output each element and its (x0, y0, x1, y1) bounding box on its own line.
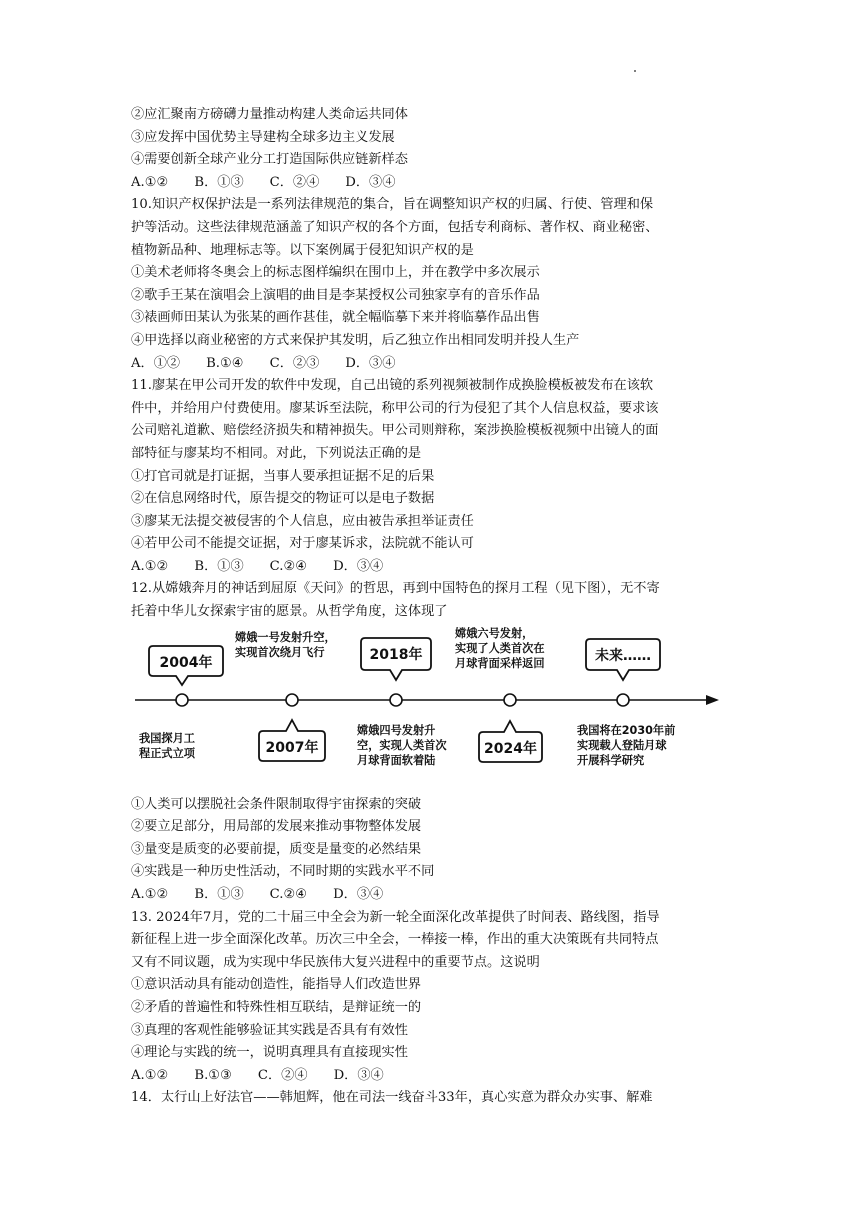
timeline-node (617, 694, 629, 706)
q11-item-2: ②在信息网络时代，原告提交的物证可以是电子数据 (131, 491, 435, 507)
timeline-node (286, 694, 298, 706)
q11-stem-line: 部特征与廖某均不相同。对此，下列说法正确的是 (131, 445, 422, 461)
q11-stem-line: 11.廖某在甲公司开发的软件中发现，自己出镜的系列视频被制作成换脸模板被发布在该软 (131, 378, 654, 394)
q13-stem-line: 新征程上进一步全面深化改革。历次三中全会，一棒接一棒，作出的重大决策既有共同特点 (131, 932, 659, 948)
q9-option-b: B．①③ (194, 174, 244, 190)
q13-options (131, 1065, 731, 1088)
q9-option-c: C．②④ (269, 174, 320, 190)
q11-stem-line: 公司赔礼道歉、赔偿经济损失和精神损失。甲公司则辩称，案涉换脸模板视频中出镜人的面 (131, 423, 659, 439)
q13-stem-line: 又有不同议题，成为实现中华民族伟大复兴进程中的重要节点。这说明 (131, 954, 540, 970)
q12-option-b: B．①③ (194, 887, 244, 903)
question-content (131, 104, 731, 1110)
q9-option-d: D．③④ (345, 174, 396, 190)
timeline-caption-future-plan: 我国将在2030年前 实现载人登陆月球 开展科学研究 (577, 723, 676, 767)
q10-stem-line: 植物新品种、地理标志等。以下案例属于侵犯知识产权的是 (131, 242, 474, 258)
q12-item-4: ④实践是一种历史性活动，不同时期的实践水平不同 (131, 864, 435, 880)
q12-item-3: ③量变是质变的必要前提，质变是量变的必然结果 (131, 841, 422, 857)
q13-stem-line: 13. 2024年7月，党的二十届三中全会为新一轮全面深化改革提供了时间表、路线图，指导 (131, 909, 660, 925)
question-14 (131, 1087, 731, 1110)
q9-options (131, 172, 731, 195)
q10-option-c: C．②③ (269, 355, 320, 371)
q10-item-1: ①美术老师将冬奥会上的标志图样编织在围巾上，并在教学中多次展示 (131, 265, 540, 281)
question-13 (131, 907, 731, 1088)
q10-option-a: A．①② (131, 355, 181, 371)
q14-stem-line: 14．太行山上好法官——韩旭辉，他在司法一线奋斗33年，真心实意为群众办实事、解难 (131, 1090, 653, 1106)
q11-option-d: D．③④ (333, 558, 384, 574)
q11-stem-line: 件中，并给用户付费使用。廖某诉至法院，称甲公司的行为侵犯了其个人信息权益，要求该 (131, 400, 659, 416)
question-10 (131, 194, 731, 375)
q11-item-3: ③廖某无法提交被侵害的个人信息，应由被告承担举证责任 (131, 513, 474, 529)
q12-option-d: D．③④ (333, 887, 384, 903)
q10-stem-line: 护等活动。这些法律规范涵盖了知识产权的各个方面，包括专利商标、著作权、商业秘密、 (131, 219, 659, 235)
q13-option-c: C．②④ (257, 1067, 308, 1083)
lunar-program-timeline (131, 627, 731, 792)
q11-options (131, 556, 731, 579)
q13-item-1: ①意识活动具有能动创造性，能指导人们改造世界 (131, 977, 422, 993)
q12-item-1: ①人类可以摆脱社会条件限制取得宇宙探索的突破 (131, 796, 422, 812)
q10-option-b: B.①④ (206, 355, 244, 371)
q9-item-4: ④需要创新全球产业分工打造国际供应链新样态 (131, 152, 408, 168)
q9-option-a: A.①② (131, 174, 169, 190)
timeline-caption-change4: 嫦娥四号发射升 空，实现人类首次 月球背面软着陆 (357, 723, 447, 767)
q13-item-3: ③真理的客观性能够验证其实践是否具有有效性 (131, 1022, 408, 1038)
question-9 (131, 104, 731, 194)
q12-option-a: A.①② (131, 887, 169, 903)
timeline-year-2024: 2024年 (484, 740, 537, 757)
q13-option-b: B.①③ (194, 1067, 232, 1083)
q10-options (131, 353, 731, 376)
q11-option-c: C.②④ (269, 558, 308, 574)
q11-option-a: A.①② (131, 558, 169, 574)
q12-option-c: C.②④ (269, 887, 308, 903)
question-11 (131, 375, 731, 578)
timeline-arrow (706, 695, 719, 705)
timeline-year-future: 未来…… (595, 647, 651, 664)
q11-item-1: ①打官司就是打证据，当事人要承担证据不足的后果 (131, 468, 435, 484)
q10-item-4: ④甲选择以商业秘密的方式来保护其发明，后乙独立作出相同发明并投人生产 (131, 332, 580, 348)
timeline-node (390, 694, 402, 706)
q9-item-2: ②应汇聚南方磅礴力量推动构建人类命运共同体 (131, 107, 408, 122)
q10-item-2: ②歌手王某在演唱会上演唱的曲目是李某授权公司独家享有的音乐作品 (131, 287, 540, 303)
timeline-caption-project-start: 我国探月工 程正式立项 (139, 731, 195, 760)
q11-item-4: ④若甲公司不能提交证据，对于廖某诉求，法院就不能认可 (131, 536, 474, 552)
q12-stem-line: 托着中华儿女探索宇宙的愿景。从哲学角度，这体现了 (131, 604, 448, 620)
q12-stem-line: 12.从嫦娥奔月的神话到屈原《天问》的哲思，再到中国特色的探月工程（见下图），无不寄 (131, 581, 660, 597)
q12-item-2: ②要立足部分，用局部的发展来推动事物整体发展 (131, 819, 422, 835)
q10-option-d: D．③④ (345, 355, 396, 371)
q13-option-d: D．③④ (333, 1067, 384, 1083)
q10-stem-line: 10.知识产权保护法是一系列法律规范的集合，旨在调整知识产权的归属、行使、管理和保 (131, 197, 654, 213)
q13-item-2: ②矛盾的普遍性和特殊性相互联结，是辩证统一的 (131, 1000, 422, 1015)
q12-options (131, 884, 731, 907)
timeline-node (504, 694, 516, 706)
q13-option-a: A.①② (131, 1067, 169, 1083)
timeline-caption-change6: 嫦娥六号发射， 实现了人类首次在 月球背面采样返回 (455, 626, 545, 670)
timeline-caption-change1: 嫦娥一号发射升空， 实现首次绕月飞行 (235, 630, 336, 659)
question-12 (131, 578, 731, 906)
q10-item-3: ③裱画师田某认为张某的画作甚佳，就全幅临摹下来并将临摹作品出售 (131, 310, 540, 326)
timeline-year-2007: 2007年 (265, 739, 319, 756)
timeline-year-2004: 2004年 (159, 654, 213, 671)
timeline-node (176, 694, 188, 706)
timeline-year-2018: 2018年 (369, 646, 423, 663)
q13-item-4: ④理论与实践的统一，说明真理具有直接现实性 (131, 1045, 408, 1061)
q11-option-b: B．①③ (194, 558, 244, 574)
page-mark (634, 70, 636, 72)
q9-item-3: ③应发挥中国优势主导建构全球多边主义发展 (131, 129, 395, 145)
